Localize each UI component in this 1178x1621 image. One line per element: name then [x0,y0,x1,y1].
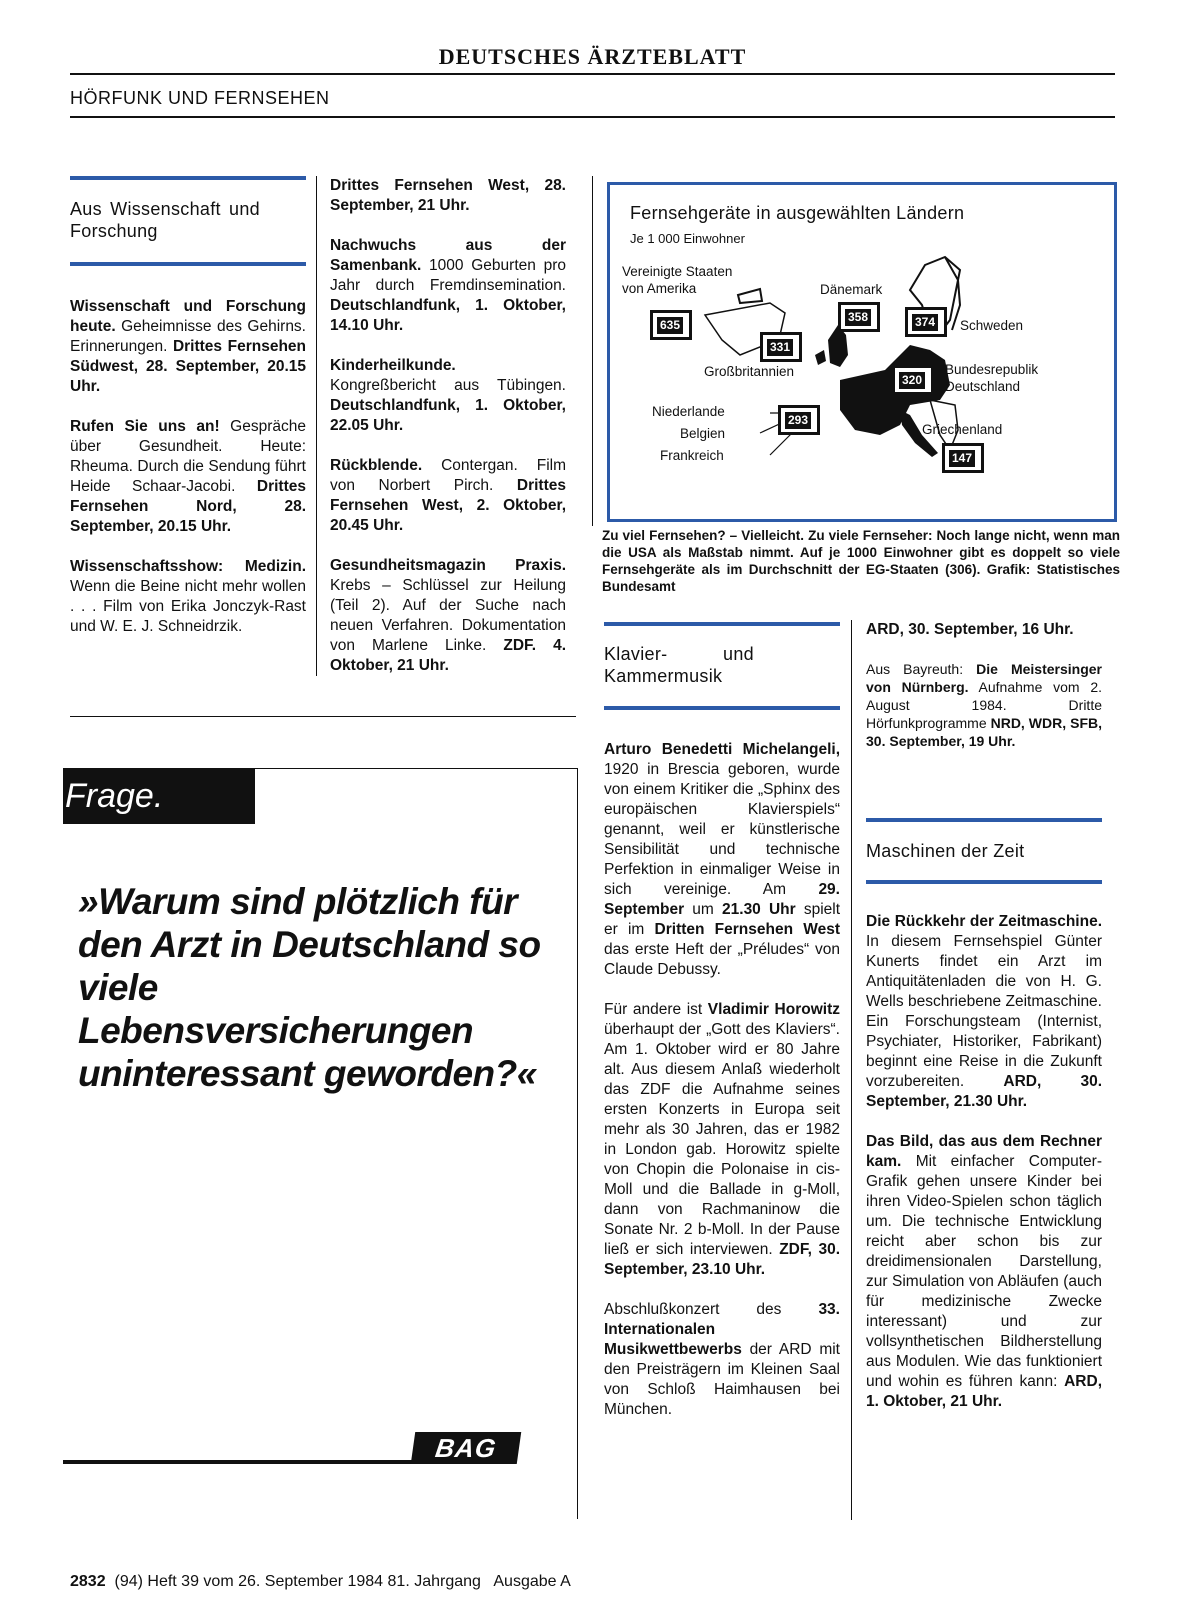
ireland-shape [815,350,826,365]
box-title-maschinen: Maschinen der Zeit [866,841,1025,861]
label-fr: Frankreich [660,448,724,463]
column-divider [592,176,593,526]
article-6: Rückblende. Contergan. Film von Norbert Pirch. Drittes Fernsehen West, 2. Oktober, 20.45 Uhr. [330,457,566,534]
masthead-rule [70,73,1115,75]
tv-icon-dk: 358 [838,302,880,332]
article-2: Rufen Sie uns an! Gespräche über Gesundheit. Heute: Rheuma. Durch die Sendung führt Heide Schaar-Jacobi. Drittes Fernsehen Nord, 28. September, 20.15 Uhr. [70,418,306,535]
label-uk: Großbritannien [704,364,795,379]
tv-icon-usa: 635 [650,310,692,340]
horizontal-divider [70,716,576,717]
label-dk: Dänemark [820,282,883,297]
chart-caption: Zu viel Fernsehen? – Vielleicht. Zu viele Fernseher: Noch lange nicht, wenn man die USA als Maßstab nimmt. Auf je 1000 Einwohner gibt es doppelt so viele Fernsehgeräte als im Durchschnitt der EG-Staaten (306). Grafik: Statistisches Bundesamt [602,528,1120,594]
column-1 [70,198,300,242]
column-4 [866,620,1102,770]
article-meistersinger: Aus Bayreuth: Die Meistersinger von Nürnberg. Aufnahme vom 2. August 1984. Dritte Hörfunkprogramme NRD, WDR, SFB, 30. September, 19 Uhr. [866,661,1103,749]
ad-question: »Warum sind plötzlich für den Arzt in Deutschland so viele Lebensversicherungen uninteressant geworden?« [78,881,541,1094]
bag-logo: BAG [411,1432,521,1464]
box-rule-bottom [866,880,1102,884]
article-rechner: Das Bild, das aus dem Rechner kam. Mit einfacher Computer-Grafik gehen unsere Kinder bei ihren Video-Spielen schon täglich um. Die technische Entwicklung reicht aber schon bis zur dreidimensionalen Darstellung, zur Simulation von Abläufen (auch für medizinische Zwecke interessant) und zur vollsynthetischen Bildherstellung aus Modulen. Wie das funktioniert und wohin es führen kann: ARD, 1. Oktober, 21 Uhr. [866,1133,1102,1410]
article-zeitmaschine: Die Rückkehr der Zeitmaschine. In diesem Fernsehspiel Günter Kunerts findet ein Arzt im Antiquitätenladen die von H. G. Wells beschriebene Zeitmaschine. Ein Forschungsteam (Internist, Psychiater, Historiker, Fabrikant) beginnt eine Reise in die Zukunft vorzubereiten. ARD, 30. September, 21.30 Uhr. [866,913,1102,1110]
column-2 [330,176,566,696]
column-divider [316,176,317,676]
tv-chart [607,182,1117,522]
masthead: DEUTSCHES ÄRZTEBLATT [438,44,747,69]
section-rule [70,116,1115,118]
box-rule-bottom [604,706,840,710]
box-rule-top [604,622,840,626]
tv-icon-gr: 147 [942,443,984,473]
tv-icon-benelux: 293 [778,405,820,435]
tv-icon-uk: 331 [760,332,802,362]
chart-subtitle: Je 1 000 Einwohner [630,231,745,246]
label-usa: Vereinigte Staaten von Amerika [622,264,733,296]
article-1: Wissenschaft und Forschung heute. Geheimnisse des Gehirns. Erinnerungen. Drittes Fernsehen Südwest, 28. September, 20.15 Uhr. [70,298,306,395]
tv-icon-se: 374 [905,307,947,337]
tv-icon-de: 320 [892,365,934,395]
article-3: Wissenschaftsshow: Medizin. Wenn die Beine nicht mehr wollen . . . Film von Erika Jonczyk-Rast und W. E. J. Schneidrzik. [70,558,306,635]
column-3-body [604,740,840,1440]
article-ard-time: ARD, 30. September, 16 Uhr. [866,621,1074,638]
column-1-body [70,297,306,657]
article-4: Nachwuchs aus der Samenbank. 1000 Geburten pro Jahr durch Fremdinsemination. Deutschlandfunk, 1. Oktober, 14.10 Uhr. [330,237,567,334]
column-3-head [604,643,834,687]
article-5: Kinderheilkunde. Kongreßbericht aus Tübingen. Deutschlandfunk, 1. Oktober, 22.05 Uhr. [330,357,566,434]
label-se: Schweden [960,318,1024,333]
label-be: Belgien [680,426,726,441]
label-de: Bundesrepublik Deutschland [945,362,1039,394]
box-title-klavier: Klavier- und Kammermusik [604,644,754,686]
article-time: Drittes Fernsehen West, 28. September, 21 Uhr. [330,177,566,214]
ad-label: Frage. [63,768,255,824]
label-nl: Niederlande [652,404,725,419]
box-rule-bottom [70,262,306,266]
label-gr: Griechenland [922,422,1003,437]
column-4-body [866,912,1102,1432]
article-horowitz: Für andere ist Vladimir Horowitz überhaupt der „Gott des Klaviers“. Am 1. Oktober wird er 80 Jahre alt. Aus diesem Anlaß wiederholt das ZDF die Aufnahme seines ersten Konzerts in Europa seit mehr als 30 Jahren, das er 1982 in London gab. Horowitz spielte von Chopin die Polonaise in cis-Moll und die Ballade in g-Moll, dann von Rachmaninow die Sonate Nr. 2 b-Moll. In der Pause ließ er sich interviewen. ZDF, 30. September, 23.10 Uhr. [604,1001,841,1278]
page-footer [70,1573,571,1591]
box-title-wissenschaft: Aus Wissenschaft und Forschung [70,199,260,241]
chart-title: Fernsehgeräte in ausgewählten Ländern [630,203,965,223]
europe-map [610,185,1114,519]
column-divider [851,620,852,1520]
ad-rule [63,1460,413,1464]
box-rule-top [866,818,1102,822]
issue-info: (94) Heft 39 vom 26. September 1984 81. Jahrgang Ausgabe A [114,1573,571,1590]
section-title: HÖRFUNK UND FERNSEHEN [70,88,330,108]
box-rule-top [70,176,306,180]
column-4-head [866,840,1102,862]
page-number: 2832 [70,1573,106,1590]
article-michelangeli: Arturo Benedetti Michelangeli, 1920 in Brescia geboren, wurde von einem Kritiker die „Sphinx des europäischen Klavierspiels“ genannt, weil er künstlerische Sensibilität und technische Perfektion in einmaliger Weise in sich vereinige. Am 29. September um 21.30 Uhr spielt er im Dritten Fernsehen West das erste Heft der „Préludes“ von Claude Debussy. [604,741,841,978]
article-7: Gesundheitsmagazin Praxis. Krebs – Schlüssel zur Heilung (Teil 2). Auf der Suche nach neuen Verfahren. Dokumentation von Marlene Linke. ZDF. 4. Oktober, 21 Uhr. [330,557,567,674]
article-musikwettbewerb: Abschlußkonzert des 33. Internationalen Musikwettbewerbs der ARD mit den Preisträgern im Kleinen Saal von Schloß Haimhausen bei München. [604,1301,840,1418]
